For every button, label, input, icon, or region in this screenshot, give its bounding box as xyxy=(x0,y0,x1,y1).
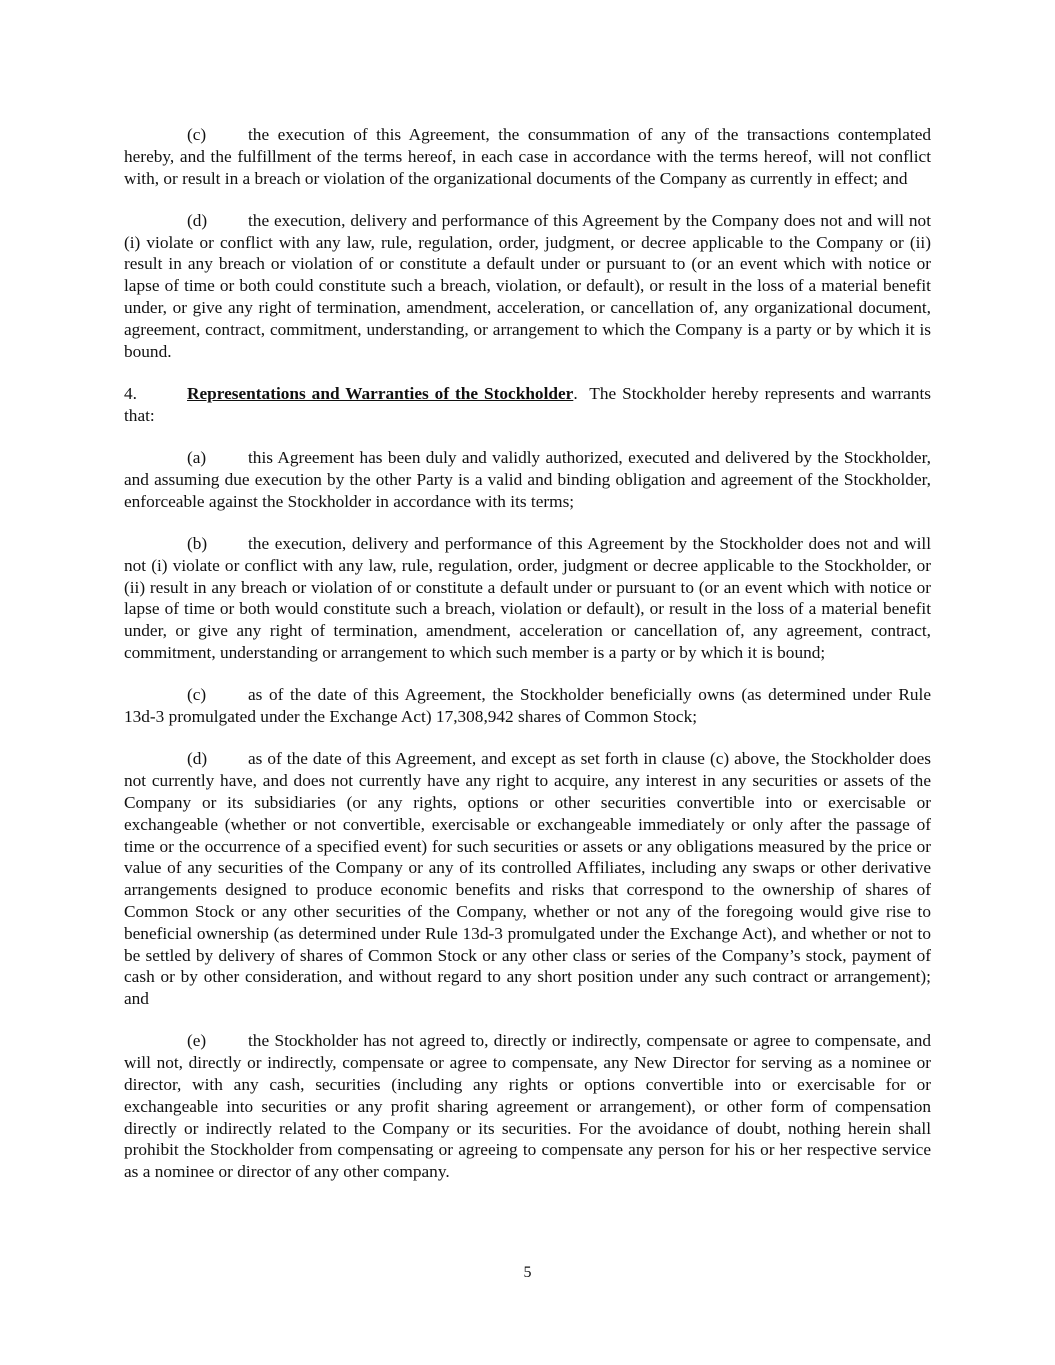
section-4-heading xyxy=(124,383,931,427)
clause-text: as of the date of this Agreement, the Stockholder beneficially owns (as determined under Rule 13d-3 promulgated under the Exchange Act) 17,308,942 shares of Common Stock; xyxy=(124,685,931,727)
clause-label: (c) xyxy=(187,125,207,144)
clause-label: (b) xyxy=(187,533,208,553)
clause-text: the execution of this Agreement, the consummation of any of the transactions contemplated hereby, and the fulfillment of the terms hereof, in each case in accordance with the terms hereof, will not conflict with, or result in a breach or violation of the organizational documents of the Company as currently in effect; and xyxy=(124,125,931,188)
clause-4c xyxy=(124,684,931,728)
section-title: Representations and Warranties of the Stockholder xyxy=(187,383,574,403)
clause-text: as of the date of this Agreement, and except as set forth in clause (c) above, the Stockholder does not currently have, and does not currently have any right to acquire, any interest in any securities or assets of the Company or its subsidiaries (or any rights, options or other securities convertible into or exercisable or exchangeable (whether or not convertible, exercisable or exchangeable immediately or only after the passage of time or the occurrence of a specified event) for such securities or assets or any obligations measured by the price or value of any securities of the Company or any of its controlled Affiliates, including any swaps or other derivative arrangements designed to produce economic benefits and risks that correspond to the ownership of shares of Common Stock or any other securities of the Company, whether or not any of the foregoing would give rise to beneficial ownership (as determined under Rule 13d-3 promulgated under the Exchange Act), and whether or not to be settled by delivery of shares of Common Stock or any other class or series of the Company’s stock, payment of cash or by other consideration, and without regard to any short position under any such contract or arrangement); and xyxy=(124,749,931,1009)
clause-text: the execution, delivery and performance of this Agreement by the Stockholder does not and will not (i) violate or conflict with any law, rule, regulation, order, judgment or decree applicable to the Stockholder, or (ii) result in any breach or violation of or constitute a default under or pursuant to (or an event which with notice or lapse of time or both would constitute such a breach, violation or default), or result in the loss of a material benefit under, or give any right of termination, amendment, acceleration or cancellation of, any agreement, contract, commitment, understanding or arrangement to which such member is a party or by which it is bound; xyxy=(124,533,931,662)
clause-label: (d) xyxy=(187,749,208,769)
section-number: 4. xyxy=(124,383,137,403)
section-intro: The Stockholder hereby represents and warrants that: xyxy=(124,383,931,425)
clause-4a xyxy=(124,447,931,512)
clause-4d xyxy=(124,748,931,1010)
clause-4e xyxy=(124,1030,931,1183)
clause-label: (d) xyxy=(187,210,208,230)
clause-3d xyxy=(124,210,931,363)
page-number: 5 xyxy=(523,1264,532,1281)
clause-text: the Stockholder has not agreed to, directly or indirectly, compensate or agree to compensate, and will not, directly or indirectly, compensate or agree to compensate, any New Director for serving as a nominee or director, with any cash, securities (including any rights or options convertible into or exercisable for or exchangeable into securities or any profit sharing agreement or arrangement), or other form of compensation directly or indirectly related to the Company or its securities. For the avoidance of doubt, nothing herein shall prohibit the Stockholder from compensating or agreeing to compensate any person for his or her respective service as a nominee or director of any other company. xyxy=(124,1031,931,1182)
clause-label: (e) xyxy=(187,1031,207,1051)
clause-label: (c) xyxy=(187,685,207,705)
section-title-punct: . xyxy=(573,383,578,403)
clause-text: this Agreement has been duly and validly authorized, executed and delivered by the Stockholder, and assuming due execution by the other Party is a valid and binding obligation and agreement of the Stockholder, enforceable against the Stockholder in accordance with its terms; xyxy=(124,448,931,511)
clause-label: (a) xyxy=(187,448,207,468)
clause-text: the execution, delivery and performance of this Agreement by the Company does not and will not (i) violate or conflict with any law, rule, regulation, order, judgment, or decree applicable to the Company or (ii) result in any breach or violation of or constitute a default under or pursuant to (or an event which with notice or lapse of time or both could constitute such a breach, violation, or default), or result in the loss of a material benefit under, or give any right of termination, amendment, acceleration, or cancellation of, any organizational document, agreement, contract, commitment, understanding, or arrangement to which the Company is a party or by which it is bound. xyxy=(124,210,931,361)
clause-3c xyxy=(124,124,931,189)
document-page xyxy=(124,124,931,1203)
clause-4b xyxy=(124,533,931,664)
